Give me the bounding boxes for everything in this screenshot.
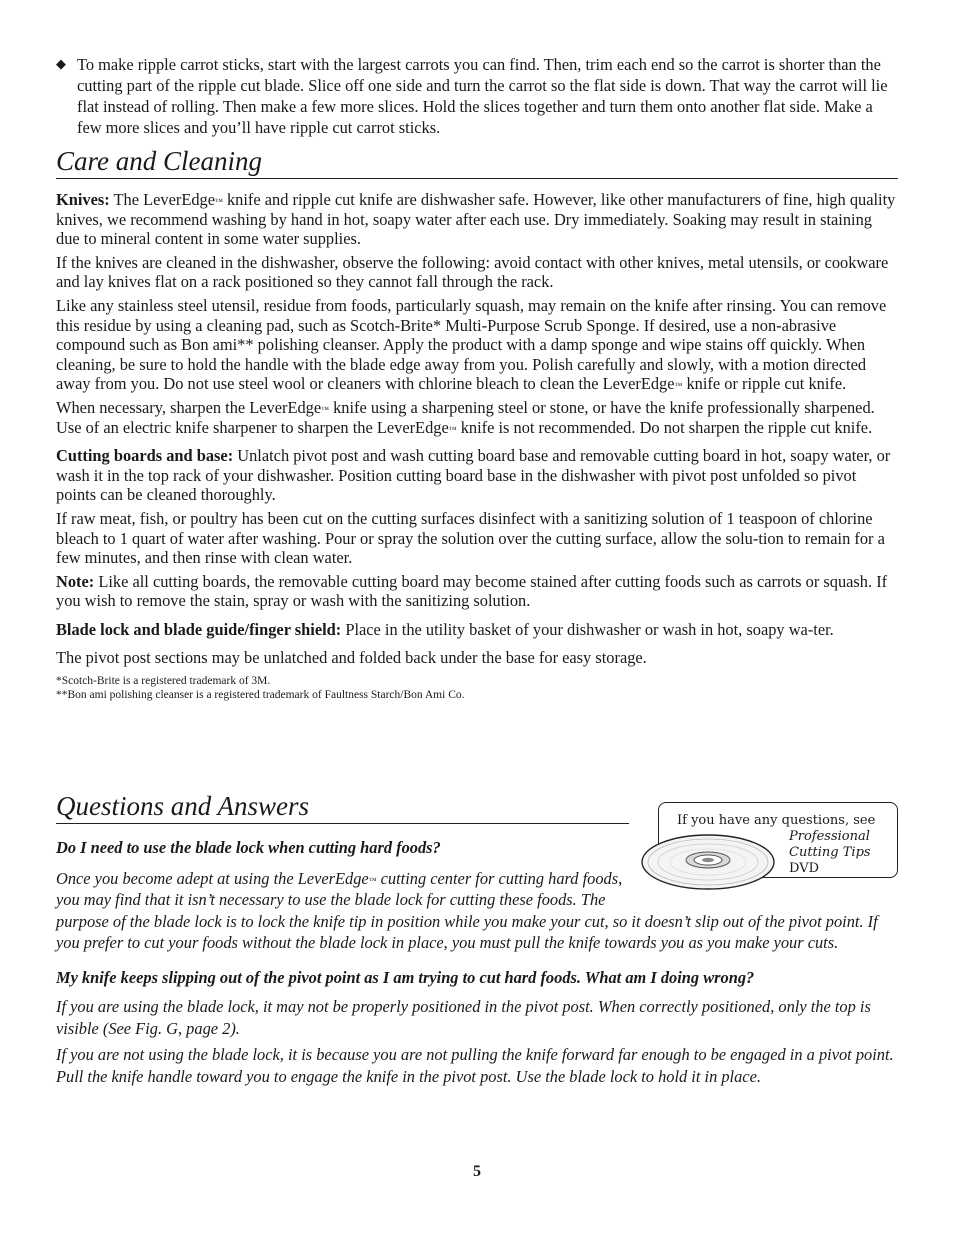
callout-spacer — [626, 868, 898, 908]
knives-paragraph-2: If the knives are cleaned in the dishwasher, observe the following: avoid contact with other knives, metal utensils, or cookware and lay knives flat on a rack positioned so they cannot fall through the rack. — [56, 252, 889, 292]
dvd-line-4: DVD — [789, 861, 820, 876]
dvd-line-2: Professional — [789, 829, 870, 844]
diamond-bullet-icon: ◆ — [56, 56, 66, 71]
trademark: ™ — [448, 424, 457, 434]
question-1: Do I need to use the blade lock when cutting hard foods? — [56, 838, 441, 857]
answer-2: If you are using the blade lock, it may not be properly positioned in the pivot post. When correctly positioned, only the top is visible (See Fig. G, page 2). — [56, 997, 871, 1038]
dvd-line-1: If you have any questions, see — [677, 813, 876, 828]
trademark: ™ — [215, 197, 223, 206]
trademark: ™ — [674, 381, 683, 391]
boards-paragraph-2: If raw meat, fish, or poultry has been cut on the cutting surfaces disinfect with a sanitizing solution of 1 teaspoon of chlorine bleach to 1 quart of water after washing. Pour or spray the solution over the cutting surface, allow the solu-tion to remain for a few minutes, and then rinse with clean water. — [56, 508, 885, 568]
qa-heading: Questions and Answers — [56, 791, 629, 824]
pivot-paragraph: The pivot post sections may be unlatched and folded back under the base for easy storage. — [56, 648, 647, 668]
page-number: 5 — [473, 1163, 481, 1180]
note-label: Note: — [56, 571, 95, 591]
knives-paragraph-3: Like any stainless steel utensil, residue from foods, particularly squash, may remain on the knife after rinsing. You can remove this residue by using a cleaning pad, such as Scotch-Brite* Multi-Purpose Scrub Sponge. If desired, use a non-abrasive compound such as Bon ami** polishing cleanser. Apply the product with a damp sponge and wipe stains off quickly. When cleaning, be sure to hold the handle with the blade edge away from you. Polish carefully and slowly, with a motion directed away from you. Do not use steel wool or cleaners with chlorine bleach to clean the LeverEdge™ knife or ripple cut knife. — [56, 295, 887, 394]
knives-paragraph-1: Knives: The LeverEdge™ knife and ripple cut knife are dishwasher safe. However, like other manufacturers of fine, high quality knives, we recommend washing by hand in hot, soapy water after each use. Dry immediately. Soaking may result in staining due to mineral content in some water supplies. — [56, 190, 896, 249]
footnote-1: *Scotch-Brite is a registered trademark of 3M. — [56, 675, 271, 688]
qa-body — [56, 838, 898, 1087]
knives-paragraph-4: When necessary, sharpen the LeverEdge™ knife using a sharpening steel or stone, or have the knife professionally sharpened. Use of an electric knife sharpener to sharpen the LeverEdge™ knife is not recommended. Do not sharpen the ripple cut knife. — [56, 397, 875, 437]
blade-paragraph: Blade lock and blade guide/finger shield: Place in the utility basket of your dishwasher or wash in hot, soapy wa-ter. — [56, 619, 834, 639]
answer-1: Once you become adept at using the LeverEdge™ cutting center for cutting hard foods, you may find that it isn’t necessary to use the blade lock for cutting these foods. The purpose of the blade lock is to lock the knife tip in position while you make your cut, so it doesn’t slip out of the pivot point. If you prefer to cut your foods without the blade lock in place, you must pull the knife towards you as you make your cuts. — [56, 868, 898, 954]
answer-3: If you are not using the blade lock, it is because you are not pulling the knife forward far enough to be engaged in a pivot point. Pull the knife handle toward you to engage the knife in the pivot post. Use the blade lock to hold it in place. — [56, 1045, 894, 1086]
note-paragraph: Note: Like all cutting boards, the removable cutting board may become stained after cutting foods such as carrots or squash. If you wish to remove the stain, spray or wash with the sanitizing solution. — [56, 571, 888, 611]
footnote-2: **Bon ami polishing cleanser is a registered trademark of Faultness Starch/Bon Ami Co. — [56, 688, 465, 701]
trademark: ™ — [368, 875, 377, 885]
bullet-text: To make ripple carrot sticks, start with the largest carrots you can find. Then, trim each end so the carrot is shorter than the cutting part of the ripple cut blade. Slice off one side and turn the carrot so the flat side is down. That way the carrot will lie flat instead of rolling. Then make a few more slices. Hold the slices together and turn them onto another flat side. Make a few more slices and you’ll have ripple cut carrot sticks. — [77, 55, 888, 137]
dvd-line-3: Cutting Tips — [789, 845, 871, 860]
knives-label: Knives: — [56, 190, 110, 209]
blade-label: Blade lock and blade guide/finger shield: — [56, 619, 342, 639]
care-heading: Care and Cleaning — [56, 146, 898, 179]
footnotes — [56, 675, 898, 702]
bullet-item — [56, 54, 898, 138]
question-2: My knife keeps slipping out of the pivot point as I am trying to cut hard foods. What am I doing wrong? — [56, 967, 755, 987]
care-section — [56, 146, 898, 702]
trademark: ™ — [321, 404, 329, 414]
boards-paragraph-1: Cutting boards and base: Unlatch pivot post and wash cutting board base and removable cutting board in hot, soapy water, or wash it in the top rack of your dishwasher. Position cutting board base in the dishwasher with pivot post unfolded so pivot points can be cleaned thoroughly. — [56, 446, 891, 505]
boards-label: Cutting boards and base: — [56, 446, 234, 466]
